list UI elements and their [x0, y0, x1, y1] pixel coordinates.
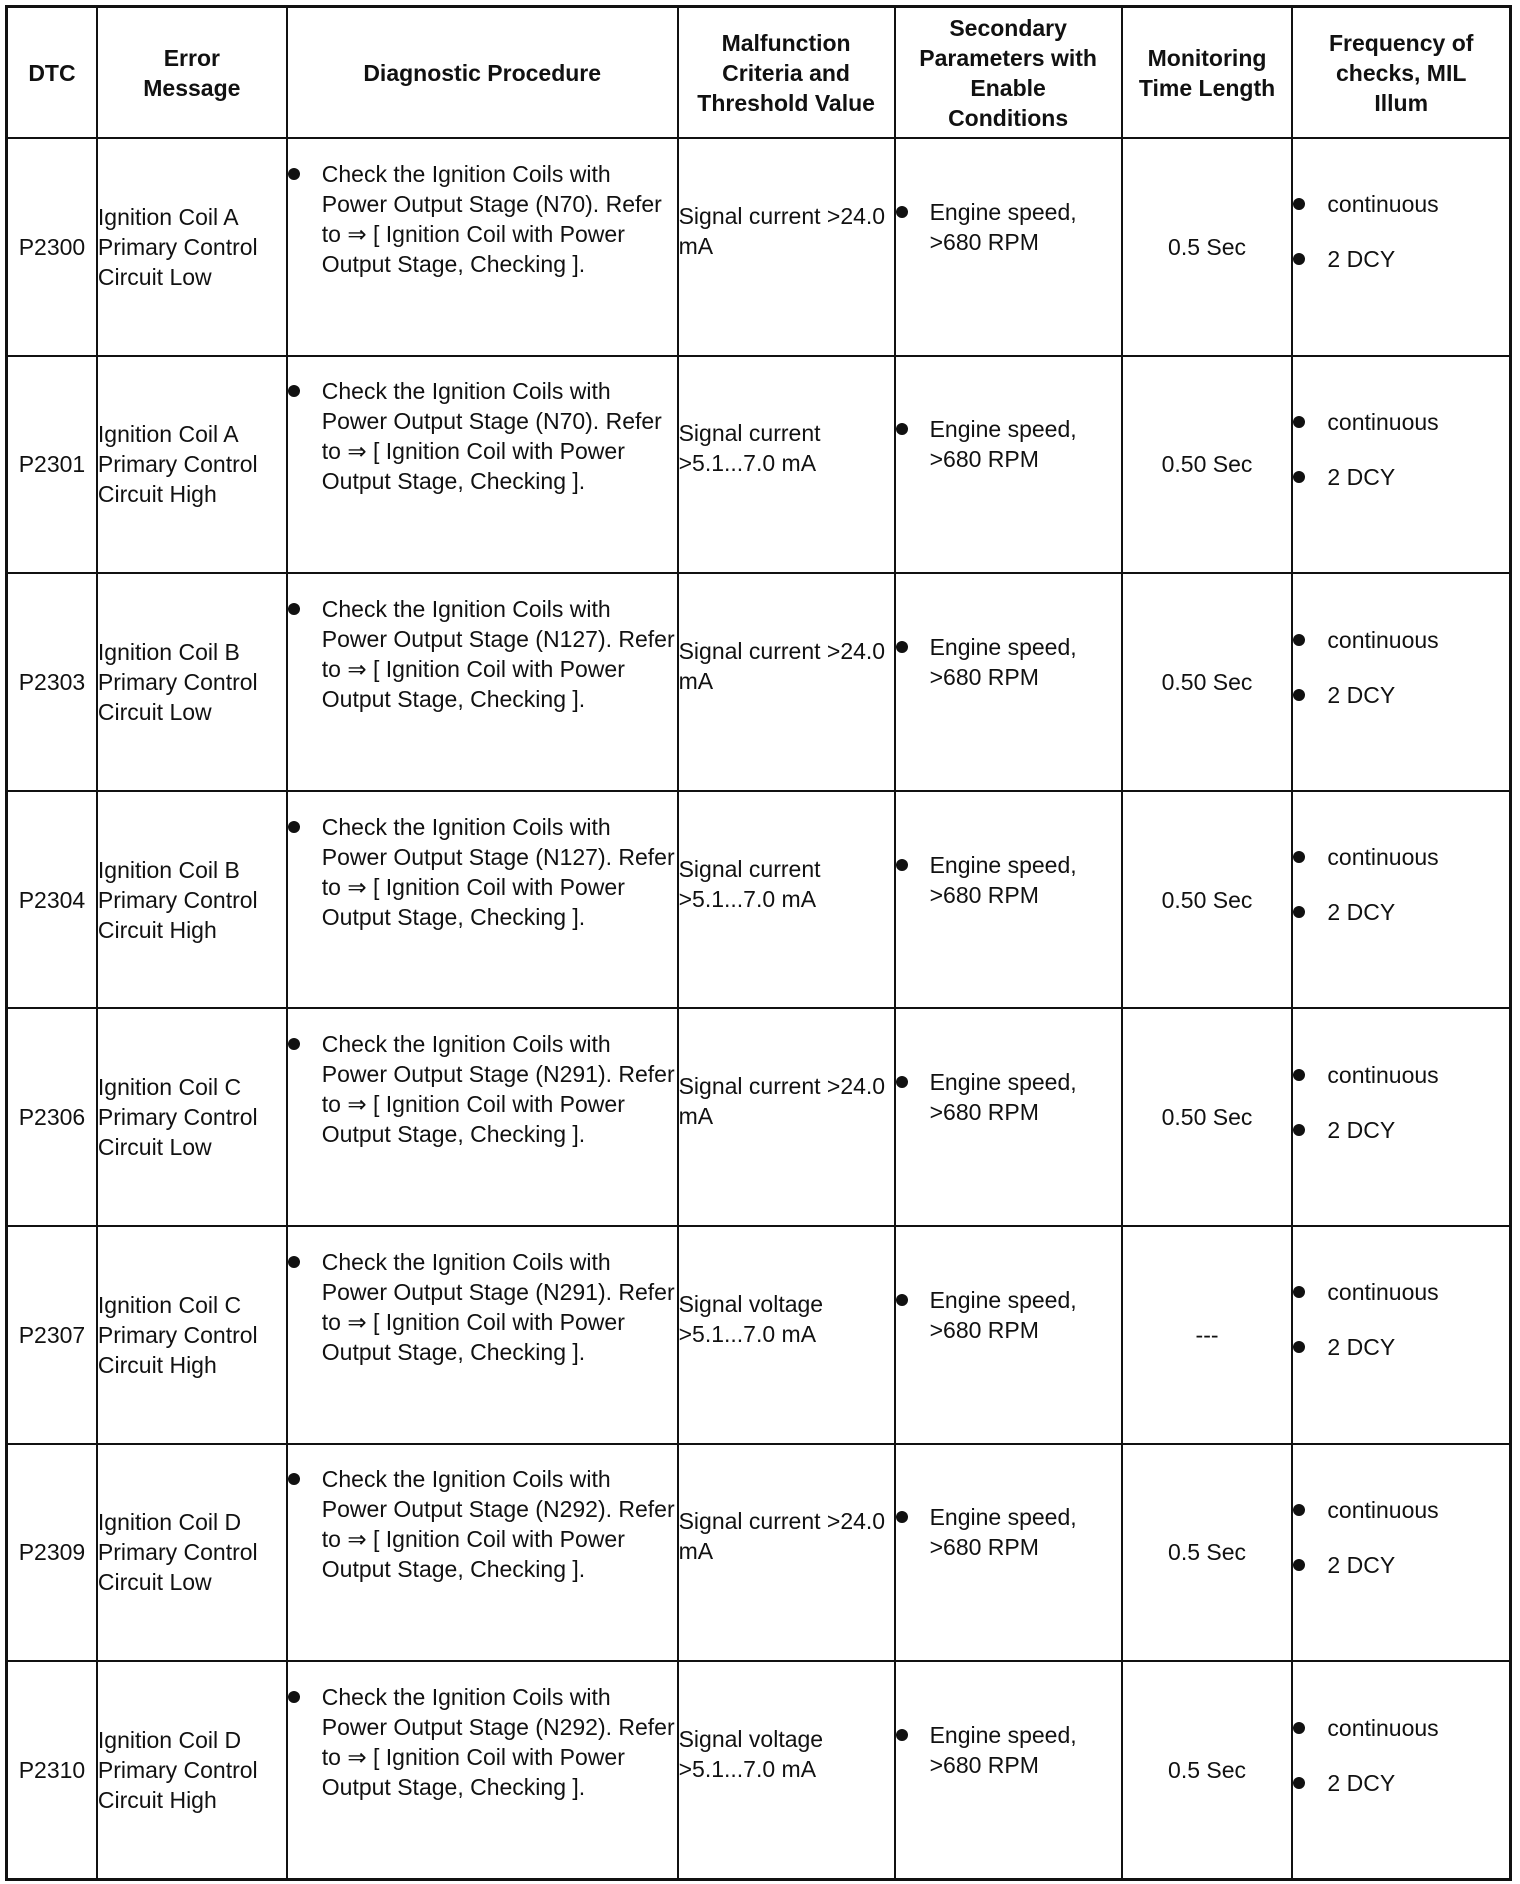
frequency-item — [1293, 1495, 1509, 1525]
frequency-item-text: continuous — [1327, 844, 1439, 871]
criteria-text: Signal current >24.0 mA — [678, 202, 886, 259]
procedure-item — [288, 1029, 677, 1149]
table-row — [7, 138, 1511, 356]
error-message: Ignition Coil D Primary Control Circuit High — [97, 1661, 287, 1879]
criteria-text: Signal current >24.0 mA — [678, 1508, 886, 1565]
frequency-item-text: continuous — [1327, 191, 1439, 218]
frequency-checks — [1292, 791, 1510, 1009]
error-message: Ignition Coil B Primary Control Circuit Low — [97, 573, 287, 791]
frequency-item-text: 2 DCY — [1327, 1116, 1396, 1143]
table-row — [7, 1226, 1511, 1444]
secondary-item-text: Engine speed, >680 RPM — [929, 1069, 1077, 1126]
procedure-item-text: Check the Ignition Coils with Power Output Stage (N127). Refer to ⇒ [ Ignition Coil with Power Output Stage, Checking ]. — [321, 596, 675, 713]
error-message: Ignition Coil A Primary Control Circuit Low — [97, 138, 287, 356]
secondary-parameters — [895, 356, 1122, 574]
bullet-icon — [1293, 198, 1305, 210]
bullet-icon — [288, 1691, 300, 1703]
monitoring-time: 0.50 Sec — [1122, 791, 1293, 1009]
dtc-code: P2309 — [7, 1444, 97, 1662]
bullet-icon — [1293, 634, 1305, 646]
bullet-icon — [288, 1038, 300, 1050]
monitoring-time: 0.5 Sec — [1122, 138, 1293, 356]
malfunction-criteria — [678, 1661, 895, 1879]
bullet-icon — [1293, 1722, 1305, 1734]
secondary-parameters — [895, 138, 1122, 356]
procedure-item-text: Check the Ignition Coils with Power Output Stage (N291). Refer to ⇒ [ Ignition Coil with Power Output Stage, Checking ]. — [321, 1031, 675, 1148]
bullet-icon — [896, 641, 908, 653]
table-row — [7, 356, 1511, 574]
secondary-item-text: Engine speed, >680 RPM — [929, 851, 1077, 908]
secondary-item — [896, 850, 1121, 910]
bullet-icon — [896, 1729, 908, 1741]
dtc-code: P2301 — [7, 356, 97, 574]
malfunction-criteria — [678, 791, 895, 1009]
secondary-item — [896, 414, 1121, 474]
frequency-item — [1293, 1277, 1509, 1307]
malfunction-criteria — [678, 573, 895, 791]
header-secondary-parameters: Secondary Parameters with Enable Conditions — [895, 7, 1122, 139]
frequency-item-text: continuous — [1327, 1714, 1439, 1741]
frequency-item-text: 2 DCY — [1327, 1769, 1396, 1796]
secondary-item-text: Engine speed, >680 RPM — [929, 634, 1077, 691]
malfunction-criteria — [678, 1444, 895, 1662]
bullet-icon — [1293, 689, 1305, 701]
frequency-item-text: 2 DCY — [1327, 681, 1396, 708]
criteria-text: Signal current >24.0 mA — [678, 638, 886, 695]
secondary-item — [896, 1502, 1121, 1562]
secondary-parameters — [895, 573, 1122, 791]
bullet-icon — [1293, 1504, 1305, 1516]
procedure-item-text: Check the Ignition Coils with Power Output Stage (N70). Refer to ⇒ [ Ignition Coil with Power Output Stage, Checking ]. — [321, 160, 662, 277]
procedure-item — [288, 1682, 677, 1802]
header-malfunction-criteria: Malfunction Criteria and Threshold Value — [678, 7, 895, 139]
secondary-item — [896, 1720, 1121, 1780]
secondary-item-text: Engine speed, >680 RPM — [929, 1504, 1077, 1561]
malfunction-criteria — [678, 138, 895, 356]
frequency-item — [1293, 1115, 1509, 1145]
monitoring-time: 0.5 Sec — [1122, 1444, 1293, 1662]
procedure-item — [288, 594, 677, 714]
criteria-text: Signal current >5.1...7.0 mA — [678, 855, 821, 912]
diagnostic-procedure — [287, 138, 678, 356]
monitoring-time: 0.50 Sec — [1122, 356, 1293, 574]
frequency-item — [1293, 1332, 1509, 1362]
frequency-item — [1293, 842, 1509, 872]
secondary-item — [896, 197, 1121, 257]
header-frequency: Frequency of checks, MIL Illum — [1292, 7, 1510, 139]
bullet-icon — [1293, 253, 1305, 265]
table-body — [7, 138, 1511, 1880]
procedure-item-text: Check the Ignition Coils with Power Output Stage (N70). Refer to ⇒ [ Ignition Coil with Power Output Stage, Checking ]. — [321, 378, 662, 495]
bullet-icon — [896, 423, 908, 435]
bullet-icon — [288, 603, 300, 615]
procedure-item — [288, 1247, 677, 1367]
bullet-icon — [896, 206, 908, 218]
frequency-item-text: continuous — [1327, 626, 1439, 653]
diagnostic-procedure — [287, 1008, 678, 1226]
header-dtc: DTC — [7, 7, 97, 139]
error-message: Ignition Coil A Primary Control Circuit High — [97, 356, 287, 574]
secondary-parameters — [895, 1661, 1122, 1879]
frequency-item-text: continuous — [1327, 1061, 1439, 1088]
bullet-icon — [288, 168, 300, 180]
bullet-icon — [1293, 1286, 1305, 1298]
table-row — [7, 573, 1511, 791]
dtc-table — [5, 5, 1512, 1881]
dtc-code: P2303 — [7, 573, 97, 791]
frequency-checks — [1292, 1226, 1510, 1444]
bullet-icon — [1293, 471, 1305, 483]
frequency-item — [1293, 189, 1509, 219]
bullet-icon — [1293, 906, 1305, 918]
error-message: Ignition Coil D Primary Control Circuit Low — [97, 1444, 287, 1662]
frequency-item-text: 2 DCY — [1327, 899, 1396, 926]
frequency-item-text: 2 DCY — [1327, 1334, 1396, 1361]
frequency-item — [1293, 1060, 1509, 1090]
bullet-icon — [288, 385, 300, 397]
bullet-icon — [1293, 1559, 1305, 1571]
frequency-item — [1293, 680, 1509, 710]
bullet-icon — [896, 1511, 908, 1523]
secondary-parameters — [895, 1444, 1122, 1662]
malfunction-criteria — [678, 356, 895, 574]
malfunction-criteria — [678, 1226, 895, 1444]
error-message: Ignition Coil B Primary Control Circuit High — [97, 791, 287, 1009]
secondary-item-text: Engine speed, >680 RPM — [929, 1722, 1077, 1779]
diagnostic-procedure — [287, 1444, 678, 1662]
secondary-parameters — [895, 1008, 1122, 1226]
frequency-item — [1293, 1713, 1509, 1743]
bullet-icon — [1293, 851, 1305, 863]
bullet-icon — [1293, 416, 1305, 428]
frequency-item — [1293, 407, 1509, 437]
frequency-item — [1293, 462, 1509, 492]
procedure-item — [288, 159, 677, 279]
procedure-item — [288, 812, 677, 932]
error-message: Ignition Coil C Primary Control Circuit Low — [97, 1008, 287, 1226]
bullet-icon — [288, 821, 300, 833]
frequency-item — [1293, 1768, 1509, 1798]
frequency-item — [1293, 897, 1509, 927]
frequency-checks — [1292, 1444, 1510, 1662]
frequency-item-text: continuous — [1327, 1279, 1439, 1306]
criteria-text: Signal current >24.0 mA — [678, 1073, 886, 1130]
monitoring-time: 0.50 Sec — [1122, 1008, 1293, 1226]
table-row — [7, 1444, 1511, 1662]
monitoring-time: 0.5 Sec — [1122, 1661, 1293, 1879]
bullet-icon — [896, 859, 908, 871]
bullet-icon — [1293, 1341, 1305, 1353]
diagnostic-procedure — [287, 356, 678, 574]
procedure-item-text: Check the Ignition Coils with Power Output Stage (N292). Refer to ⇒ [ Ignition Coil with Power Output Stage, Checking ]. — [321, 1684, 675, 1801]
table-row — [7, 1008, 1511, 1226]
malfunction-criteria — [678, 1008, 895, 1226]
bullet-icon — [896, 1076, 908, 1088]
criteria-text: Signal current >5.1...7.0 mA — [678, 420, 821, 477]
dtc-code: P2304 — [7, 791, 97, 1009]
frequency-checks — [1292, 356, 1510, 574]
header-error-message: Error Message — [97, 7, 287, 139]
secondary-item-text: Engine speed, >680 RPM — [929, 416, 1077, 473]
frequency-item — [1293, 244, 1509, 274]
bullet-icon — [288, 1256, 300, 1268]
bullet-icon — [1293, 1069, 1305, 1081]
diagnostic-procedure — [287, 1226, 678, 1444]
secondary-item-text: Engine speed, >680 RPM — [929, 1286, 1077, 1343]
bullet-icon — [1293, 1777, 1305, 1789]
procedure-item-text: Check the Ignition Coils with Power Output Stage (N127). Refer to ⇒ [ Ignition Coil with Power Output Stage, Checking ]. — [321, 813, 675, 930]
monitoring-time: 0.50 Sec — [1122, 573, 1293, 791]
diagnostic-procedure — [287, 791, 678, 1009]
header-diagnostic-procedure: Diagnostic Procedure — [287, 7, 678, 139]
frequency-item-text: continuous — [1327, 1496, 1439, 1523]
diagnostic-procedure — [287, 1661, 678, 1879]
frequency-checks — [1292, 1661, 1510, 1879]
secondary-parameters — [895, 1226, 1122, 1444]
frequency-checks — [1292, 573, 1510, 791]
criteria-text: Signal voltage >5.1...7.0 mA — [678, 1290, 824, 1347]
dtc-code: P2300 — [7, 138, 97, 356]
secondary-parameters — [895, 791, 1122, 1009]
bullet-icon — [288, 1473, 300, 1485]
error-message: Ignition Coil C Primary Control Circuit High — [97, 1226, 287, 1444]
secondary-item-text: Engine speed, >680 RPM — [929, 198, 1077, 255]
procedure-item — [288, 376, 677, 496]
frequency-checks — [1292, 1008, 1510, 1226]
table-row — [7, 1661, 1511, 1879]
diagnostic-procedure — [287, 573, 678, 791]
bullet-icon — [896, 1294, 908, 1306]
frequency-item — [1293, 625, 1509, 655]
bullet-icon — [1293, 1124, 1305, 1136]
criteria-text: Signal voltage >5.1...7.0 mA — [678, 1726, 824, 1783]
procedure-item-text: Check the Ignition Coils with Power Output Stage (N291). Refer to ⇒ [ Ignition Coil with Power Output Stage, Checking ]. — [321, 1248, 675, 1365]
secondary-item — [896, 632, 1121, 692]
header-row — [7, 7, 1511, 139]
frequency-item-text: continuous — [1327, 408, 1439, 435]
frequency-item-text: 2 DCY — [1327, 246, 1396, 273]
frequency-checks — [1292, 138, 1510, 356]
table-row — [7, 791, 1511, 1009]
dtc-code: P2310 — [7, 1661, 97, 1879]
secondary-item — [896, 1285, 1121, 1345]
procedure-item-text: Check the Ignition Coils with Power Output Stage (N292). Refer to ⇒ [ Ignition Coil with Power Output Stage, Checking ]. — [321, 1466, 675, 1583]
header-monitoring-time: Monitoring Time Length — [1122, 7, 1293, 139]
frequency-item — [1293, 1550, 1509, 1580]
dtc-code: P2306 — [7, 1008, 97, 1226]
frequency-item-text: 2 DCY — [1327, 1551, 1396, 1578]
secondary-item — [896, 1067, 1121, 1127]
procedure-item — [288, 1464, 677, 1584]
monitoring-time: --- — [1122, 1226, 1293, 1444]
dtc-code: P2307 — [7, 1226, 97, 1444]
frequency-item-text: 2 DCY — [1327, 463, 1396, 490]
